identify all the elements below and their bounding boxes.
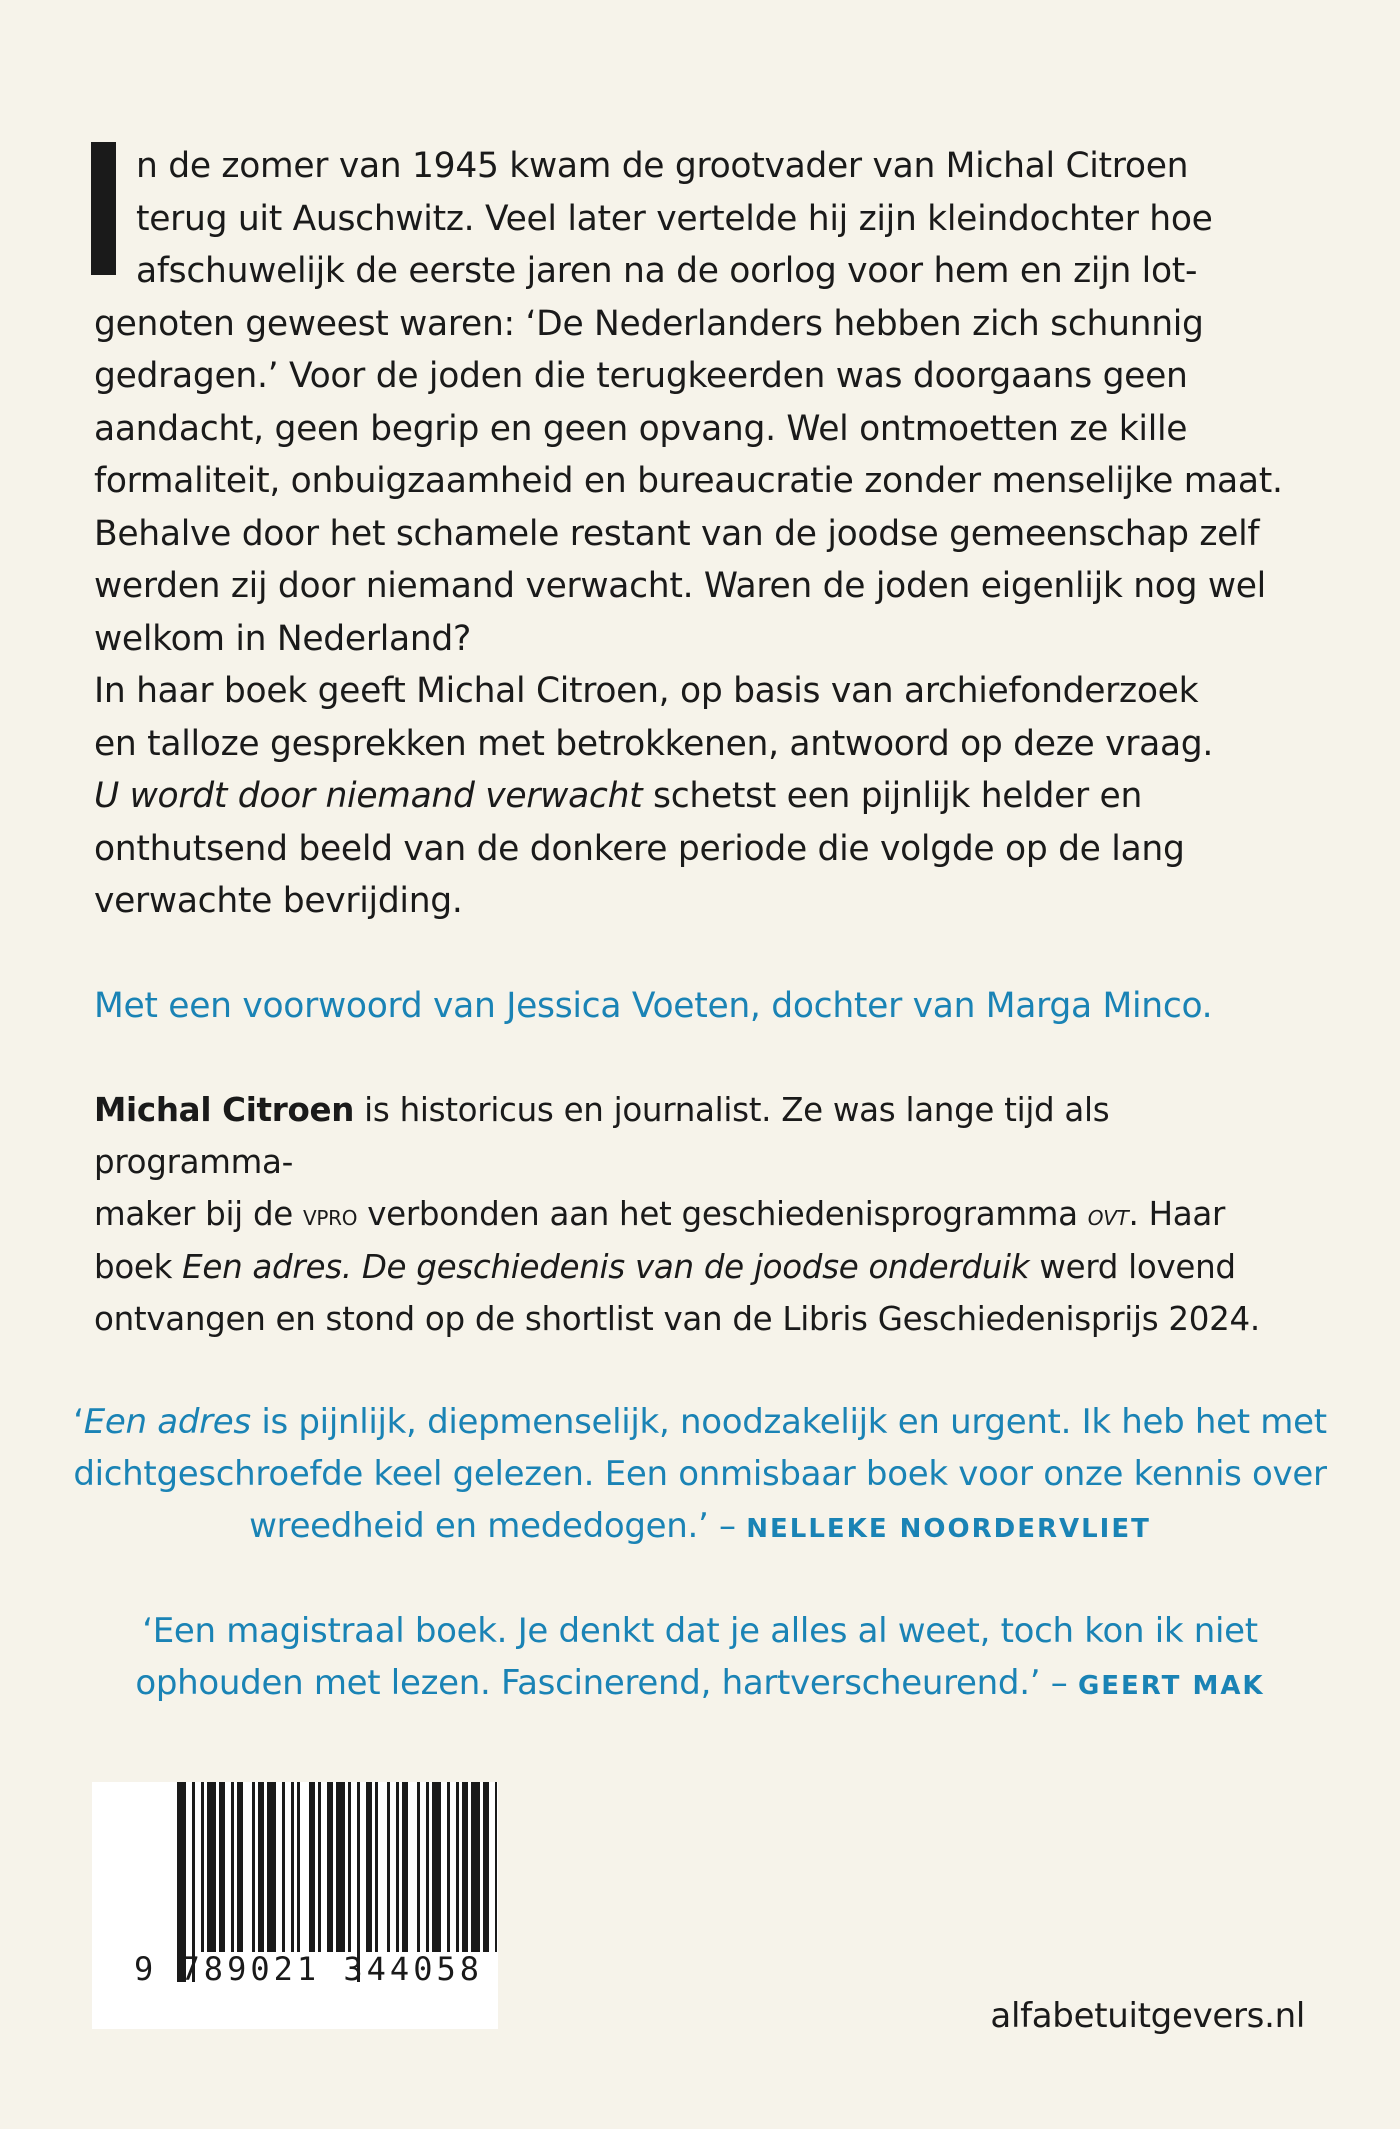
foreword-note: Met een voorwoord van Jessica Voeten, dochter van Marga Minco. [94,985,1213,1026]
blurb-line: welkom in Nederland? [94,618,472,659]
barcode-bar [291,1782,294,1952]
bio-text: verbonden aan het geschiedenisprogramma [357,1195,1088,1233]
barcode-bar [207,1782,216,1952]
review-quote-2 [0,1605,1400,1712]
barcode-bar [237,1782,243,1952]
blurb [94,140,1306,928]
author-name: Michal Citroen [94,1091,355,1129]
isbn-number: 9 789021 344058 [134,1950,483,1988]
blurb-paragraph-2 [94,665,1306,928]
barcode-bar [219,1782,225,1952]
barcode-bar [417,1782,420,1952]
blurb-line: terug uit Auschwitz. Veel later vertelde hij zijn kleindochter hoe [136,198,1213,239]
barcode-bar [447,1782,450,1952]
quote-book-title: Een adres [83,1402,251,1442]
barcode-bar [297,1782,300,1952]
blurb-line: aandacht, geen begrip en geen opvang. Wel ontmoetten ze kille [94,408,1188,449]
blurb-line: Behalve door het schamele restant van de joodse gemeenschap zelf [94,513,1260,554]
barcode-bar [318,1782,321,1952]
bio-text: boek [94,1248,183,1286]
quote-text: ‘ [73,1402,84,1442]
barcode-bar [426,1782,429,1952]
blurb-line: gedragen.’ Voor de joden die terugkeerden was doorgaans geen [94,356,1188,396]
blurb-line: formaliteit, onbuigzaamheid en bureaucratie zonder menselijke maat. [94,461,1283,501]
barcode-bar [483,1782,489,1952]
quote-text: ophouden met lezen. Fascinerend, hartverscheurend.’ – [135,1663,1078,1703]
blurb-line: schetst een pijnlijk helder en [642,776,1143,816]
quote-text: is pijnlijk, diepmenselijk, noodzakelijk en urgent. Ik heb het met [250,1402,1327,1442]
quote-text: wreedheid en mededogen.’ – [249,1506,747,1546]
barcode-bar [231,1782,234,1952]
barcode-bar [396,1782,399,1952]
barcode-bar [327,1782,333,1952]
barcode-bar [309,1782,315,1952]
barcode-bar [402,1782,408,1952]
barcode-bar [348,1782,351,1952]
quote-author: NELLEKE NOORDERVLIET [746,1514,1151,1544]
barcode-bar [495,1782,497,1952]
blurb-line: genoten geweest waren: ‘De Nederlanders hebben zich schunnig [94,303,1204,344]
bio-text: . Haar [1128,1195,1226,1233]
quote-author: GEERT MAK [1077,1671,1265,1701]
barcode-bar [387,1782,390,1952]
barcode-bar [252,1782,255,1952]
blurb-line: werden zij door niemand verwacht. Waren de joden eigenlijk nog wel [94,566,1266,606]
drop-cap-i [91,142,116,275]
blurb-line: afschuwelijk de eerste jaren na de oorlog voor hem en zijn lot- [136,251,1198,291]
bio-text: ontvangen en stond op de shortlist van de Libris Geschiedenisprijs 2024. [94,1300,1260,1338]
barcode-bar [267,1782,276,1952]
blurb-line: verwachte bevrijding. [94,881,463,921]
publisher-website[interactable]: alfabetuitgevers.nl [990,1996,1305,2036]
ovt-smallcaps: ovt [1087,1198,1129,1232]
blurb-line: In haar boek geeft Michal Citroen, op basis van archiefonderzoek [94,671,1199,711]
barcode-bar [366,1782,372,1952]
previous-book-title: Een adres. De geschiedenis van de joodse onderduik [182,1248,1030,1286]
barcode-bar [456,1782,459,1952]
author-bio [94,1084,1306,1345]
barcode-bar [462,1782,468,1952]
bio-text: is historicus en journalist. Ze was lange tijd als programma- [94,1091,1110,1181]
barcode-bar [201,1782,204,1952]
quote-text: ‘Een magistraal boek. Je denkt dat je alles al weet, toch kon ik niet [142,1611,1258,1651]
barcode-bar [258,1782,264,1952]
blurb-paragraph-1 [94,140,1306,665]
barcode-bar [471,1782,480,1952]
book-title: U wordt door niemand verwacht [94,776,643,816]
review-quote-1 [0,1396,1400,1555]
quote-text: dichtgeschroefde keel gelezen. Een onmisbaar boek voor onze kennis over [73,1454,1327,1494]
vpro-smallcaps: vpro [303,1198,358,1232]
bio-text: werd lovend [1029,1248,1236,1286]
bio-text: maker bij de [94,1195,304,1233]
blurb-first-line: n de zomer van 1945 kwam de grootvader van Michal Citroen [136,146,1189,186]
barcode-bar [432,1782,441,1952]
cover-text [94,140,1306,1345]
barcode [92,1782,498,2029]
blurb-line: en talloze gesprekken met betrokkenen, antwoord op deze vraag. [94,723,1214,764]
barcode-bar [375,1782,378,1952]
barcode-bar [336,1782,345,1952]
barcode-bar [282,1782,285,1952]
blurb-line: onthutsend beeld van de donkere periode die volgde op de lang [94,828,1185,869]
